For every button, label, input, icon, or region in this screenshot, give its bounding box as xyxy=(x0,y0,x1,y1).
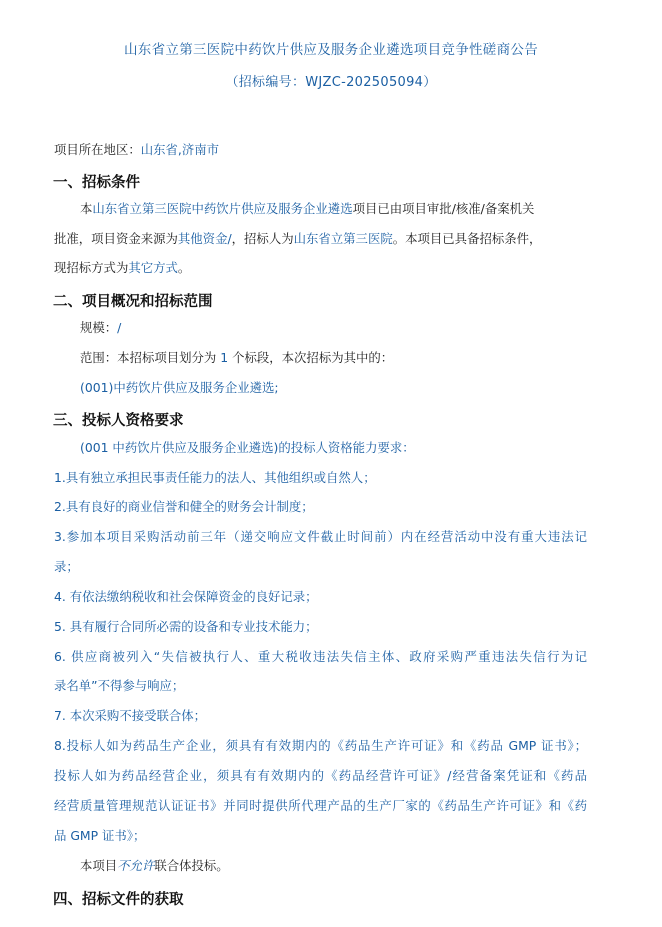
text-run: 3.参加本项目采购活动前三年（递交响应文件截止时间前）内在经营活动中没有重大违法记 xyxy=(54,529,587,544)
text-run: 投标人如为药品经营企业，须具有有效期内的《药品经营许可证》/经营备案凭证和《药品 xyxy=(54,768,587,783)
text-run: ，招标人为 xyxy=(231,231,294,246)
tenderer-name: 山东省立第三医院 xyxy=(293,231,393,246)
tender-conditions-line-2 xyxy=(54,231,541,247)
project-scope xyxy=(80,350,393,366)
project-location xyxy=(54,142,219,158)
text-run: 现招标方式为 xyxy=(54,260,129,275)
requirement-6-line-1 xyxy=(54,649,587,665)
section-heading-project-overview: 二、项目概况和招标范围 xyxy=(53,294,213,310)
tender-conditions-line-1 xyxy=(80,201,534,217)
qualifications-intro: (001 中药饮片供应及服务企业遴选)的投标人资格能力要求： xyxy=(80,440,415,455)
location-label: 项目所在地区： xyxy=(54,142,141,157)
section-heading-obtain-documents: 四、招标文件的获取 xyxy=(53,892,184,908)
requirement-8-line-3 xyxy=(54,798,587,814)
text-run: 本 xyxy=(80,201,93,216)
tender-conditions-line-3 xyxy=(54,260,190,276)
text-run: 联合体投标。 xyxy=(154,858,229,873)
section-heading-tender-conditions: 一、招标条件 xyxy=(53,175,140,191)
text-run: 批准，项目资金来源为 xyxy=(54,231,178,246)
consortium-note xyxy=(80,858,229,874)
requirement-8-line-2 xyxy=(54,768,587,784)
lot-item: (001)中药饮片供应及服务企业遴选; xyxy=(80,380,279,395)
tender-number: （招标编号：WJZC-202505094） xyxy=(225,75,437,90)
fund-source: 其他资金/ xyxy=(177,231,232,246)
requirement-6-line-2: 录名单”不得参与响应； xyxy=(54,678,185,693)
requirement-4: 4. 有依法缴纳税收和社会保障资金的良好记录； xyxy=(54,589,318,604)
text-run: 个标段，本次招标为其中的： xyxy=(228,350,394,365)
project-name: 山东省立第三医院中药饮片供应及服务企业遴选 xyxy=(92,201,353,216)
text-run: 经营质量管理规范认证证书》并同时提供所代理产品的生产厂家的《药品生产许可证》和《药 xyxy=(54,798,587,813)
text-run: 。本项目已具备招标条件， xyxy=(392,231,542,246)
requirement-3-line-2: 录； xyxy=(54,559,79,574)
requirement-8-line-4: 品 GMP 证书》； xyxy=(54,828,146,843)
scale-value: / xyxy=(117,320,122,335)
requirement-1: 1.具有独立承担民事责任能力的法人、其他组织或自然人； xyxy=(54,470,376,485)
requirement-3-line-1 xyxy=(54,529,587,545)
requirement-7: 7. 本次采购不接受联合体； xyxy=(54,708,207,723)
lot-count: 1 xyxy=(220,350,229,365)
text-run: 6. 供应商被列入“失信被执行人、重大税收违法失信主体、政府采购严重违法失信行为记 xyxy=(54,649,587,664)
consortium-status: 不允许 xyxy=(117,858,155,873)
text-run: 项目已由项目审批/核准/备案机关 xyxy=(352,201,535,216)
text-run: 。 xyxy=(177,260,191,275)
requirement-8-line-1 xyxy=(54,738,587,754)
requirement-5: 5. 具有履行合同所必需的设备和专业技术能力； xyxy=(54,619,318,634)
requirement-2: 2.具有良好的商业信誉和健全的财务会计制度； xyxy=(54,499,314,514)
tender-method: 其它方式 xyxy=(128,260,178,275)
text-run: 本项目 xyxy=(80,858,118,873)
location-value: 山东省,济南市 xyxy=(140,142,220,157)
project-scale xyxy=(80,320,121,336)
section-heading-bidder-qualifications: 三、投标人资格要求 xyxy=(53,413,184,429)
text-run: 8.投标人如为药品生产企业，须具有有效期内的《药品生产许可证》和《药品 GMP 证书》； xyxy=(54,738,587,753)
scale-label: 规模： xyxy=(80,320,118,335)
text-run: 范围：本招标项目划分为 xyxy=(80,350,221,365)
document-title: 山东省立第三医院中药饮片供应及服务企业遴选项目竞争性磋商公告 xyxy=(124,42,538,58)
